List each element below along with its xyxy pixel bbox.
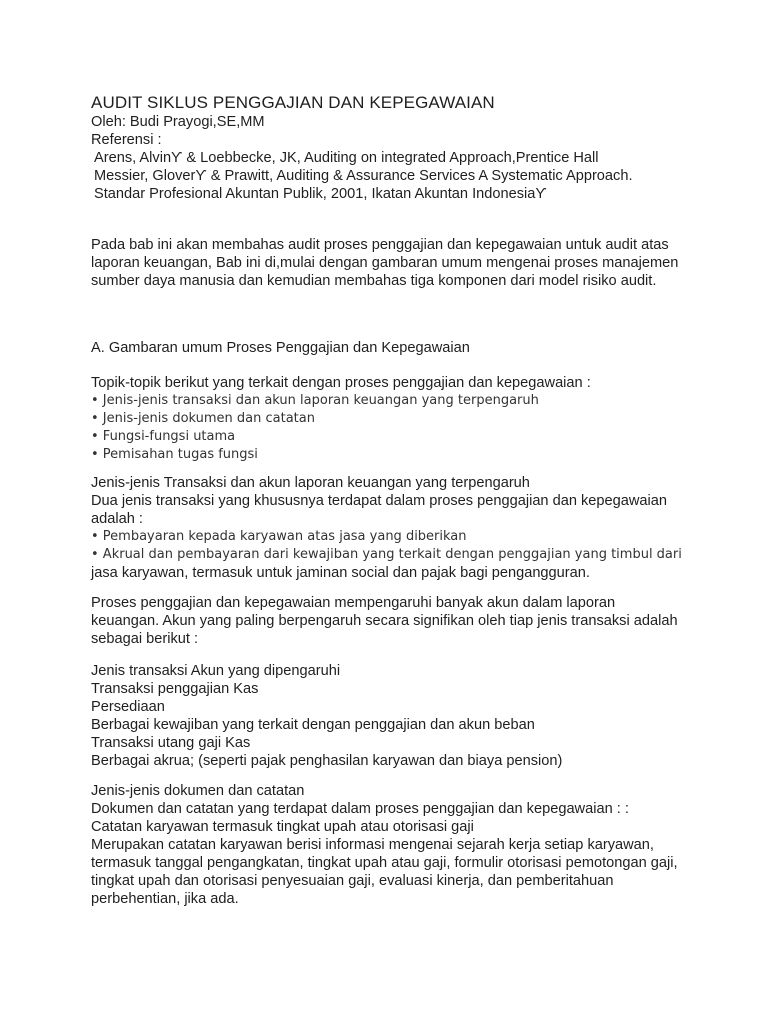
section-heading: A. Gambaran umum Proses Penggajian dan Kepegawaian [91,340,470,356]
topics-intro: Topik-topik berikut yang terkait dengan proses penggajian dan kepegawaian : [91,375,591,391]
author-line: Oleh: Budi Prayogi,SE,MM [91,114,265,130]
list-item: Berbagai kewajiban yang terkait dengan penggajian dan akun beban [91,717,535,733]
list-item: Jenis transaksi Akun yang dipengaruhi [91,663,341,679]
document-header [91,93,731,203]
topics-block [91,374,731,464]
reference-item: Standar Profesional Akuntan Publik, 2001, Ikatan Akuntan Indonesiaϒ [94,186,547,202]
paragraph-line: sebagai berikut : [91,631,199,647]
paragraph-line: termasuk tanggal pengangkatan, tingkat upah atau gaji, formulir otorisasi pemotongan gaji, [91,855,678,871]
reference-label: Referensi : [91,132,162,148]
paragraph-line: Proses penggajian dan kepegawaian mempengaruhi banyak akun dalam laporan [91,595,616,611]
list-item: Berbagai akrua; (seperti pajak penghasilan karyawan dan biaya pension) [91,753,563,769]
transaction-bullet: • Akrual dan pembayaran dari kewajiban yang terkait dengan penggajian yang timbul dari [91,547,682,562]
intro-paragraph [91,236,731,290]
list-item: Persediaan [91,699,165,715]
document-title: AUDIT SIKLUS PENGGAJIAN DAN KEPEGAWAIAN [91,93,495,112]
topic-list-item: • Fungsi-fungsi utama [91,429,236,444]
paragraph-line: keuangan. Akun yang paling berpengaruh secara signifikan oleh tiap jenis transaksi adalah [91,613,678,629]
paragraph-line: Dua jenis transaksi yang khususnya terdapat dalam proses penggajian dan kepegawaian [91,493,668,509]
paragraph-line: Catatan karyawan termasuk tingkat upah atau otorisasi gaji [91,819,474,835]
accounts-paragraph [91,594,731,648]
paragraph-line: tingkat upah dan otorisasi penyesuaian gaji, evaluasi kinerja, dan pemberitahuan [91,873,614,889]
paragraph-line: jasa karyawan, termasuk untuk jaminan social dan pajak bagi pengangguran. [91,565,590,581]
paragraph-line: Dokumen dan catatan yang terdapat dalam proses penggajian dan kepegawaian : : [91,801,629,817]
section-a [91,339,731,357]
paragraph-line: Pada bab ini akan membahas audit proses penggajian dan kepegawaian untuk audit atas [91,237,669,253]
section-heading: Jenis-jenis dokumen dan catatan [91,783,305,799]
transactions-section [91,474,731,582]
paragraph-line: Merupakan catatan karyawan berisi informasi mengenai sejarah kerja setiap karyawan, [91,837,654,853]
transaction-bullet: • Pembayaran kepada karyawan atas jasa yang diberikan [91,529,467,544]
section-heading: Jenis-jenis Transaksi dan akun laporan keuangan yang terpengaruh [91,475,530,491]
reference-item: Messier, Gloverϒ & Prawitt, Auditing & Assurance Services A Systematic Approach. [94,168,633,184]
paragraph-line: perbehentian, jika ada. [91,891,239,907]
transaction-account-list [91,662,731,770]
list-item: Transaksi penggajian Kas [91,681,259,697]
topic-list-item: • Jenis-jenis transaksi dan akun laporan keuangan yang terpengaruh [91,393,539,408]
paragraph-line: adalah : [91,511,143,527]
paragraph-line: sumber daya manusia dan kemudian membahas tiga komponen dari model risiko audit. [91,273,657,289]
topic-list-item: • Pemisahan tugas fungsi [91,447,258,462]
documents-section [91,782,731,908]
reference-item: Arens, Alvinϒ & Loebbecke, JK, Auditing on integrated Approach,Prentice Hall [94,150,599,166]
list-item: Transaksi utang gaji Kas [91,735,251,751]
topic-list-item: • Jenis-jenis dokumen dan catatan [91,411,315,426]
paragraph-line: laporan keuangan, Bab ini di,mulai dengan gambaran umum mengenai proses manajemen [91,255,679,271]
